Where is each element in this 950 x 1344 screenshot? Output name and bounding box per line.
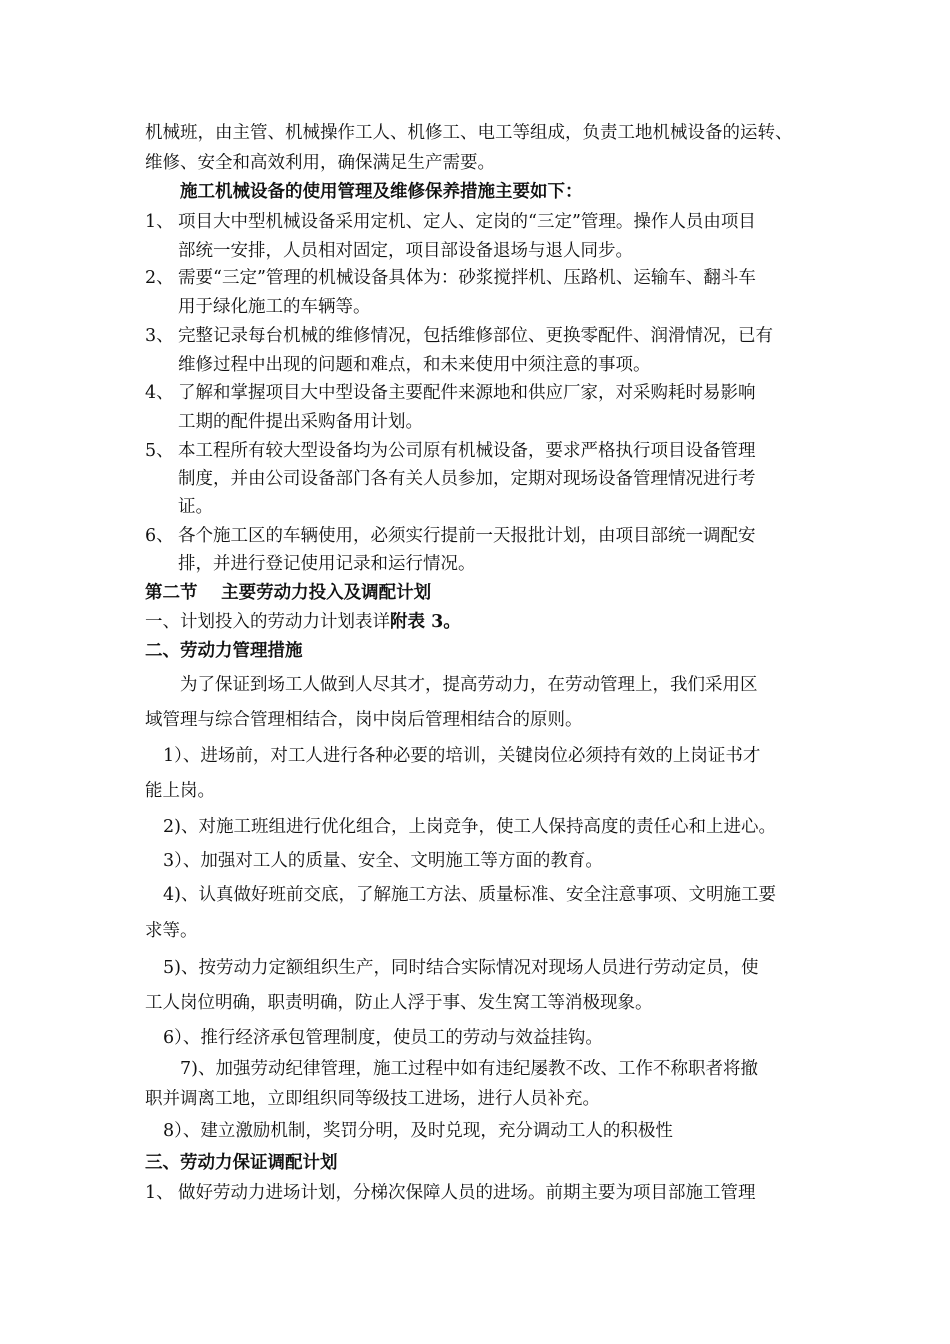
point-4-line-1: 4)、认真做好班前交底，了解施工方法、质量标准、安全注意事项、文明施工要 (163, 885, 776, 905)
point-5-line-1: 5)、按劳动力定额组织生产，同时结合实际情况对现场人员进行劳动定员，使 (163, 958, 759, 978)
item-number: 6、 (145, 526, 174, 546)
item-number: 2、 (145, 268, 174, 288)
point-3: 3）、加强对工人的质量、安全、文明施工等方面的教育。 (163, 851, 603, 871)
item-text: 排，并进行登记使用记录和运行情况。 (178, 554, 476, 574)
point-7-line-1: 7)、加强劳动纪律管理，施工过程中如有违纪屡教不改、工作不称职者将撤 (180, 1059, 758, 1079)
item-number: 4、 (145, 383, 174, 403)
item-text: 做好劳动力进场计划，分梯次保障人员的进场。前期主要为项目部施工管理 (178, 1183, 756, 1203)
mgmt-heading: 二、劳动力管理措施 (145, 641, 303, 661)
point-2: 2)、对施工班组进行优化组合，上岗竞争，使工人保持高度的责任心和上进心。 (163, 817, 776, 837)
item-number: 1、 (145, 1183, 174, 1203)
item-text: 工期的配件提出采购备用计划。 (178, 412, 423, 432)
item-text: 本工程所有较大型设备均为公司原有机械设备，要求严格执行项目设备管理 (178, 441, 756, 461)
item-text: 部统一安排，人员相对固定，项目部设备退场与退人同步。 (178, 241, 633, 261)
attachment-reference: 附表 3。 (390, 612, 461, 632)
point-1-line-1: 1）、进场前，对工人进行各种必要的培训，关键岗位必须持有效的上岗证书才 (163, 746, 761, 766)
item-number: 5、 (145, 441, 174, 461)
point-5-line-2: 工人岗位明确，职责明确，防止人浮于事、发生窝工等消极现象。 (145, 993, 653, 1013)
point-6: 6）、推行经济承包管理制度，使员工的劳动与效益挂钩。 (163, 1028, 603, 1048)
section-title: 第二节 主要劳动力投入及调配计划 (145, 583, 432, 603)
point-8: 8）、建立激励机制，奖罚分明，及时兑现，充分调动工人的积极性 (163, 1121, 673, 1141)
item-text: 了解和掌握项目大中型设备主要配件来源地和供应厂家，对采购耗时易影响 (178, 383, 756, 403)
plan-line-text: 一、计划投入的劳动力计划表详 (145, 612, 390, 632)
item-text: 证。 (178, 497, 213, 517)
guarantee-heading: 三、劳动力保证调配计划 (145, 1153, 338, 1173)
item-text: 完整记录每台机械的维修情况，包括维修部位、更换零配件、润滑情况，已有 (178, 326, 773, 346)
item-number: 1、 (145, 212, 174, 232)
item-number: 3、 (145, 326, 174, 346)
mgmt-para-line-2: 域管理与综合管理相结合，岗中岗后管理相结合的原则。 (145, 710, 583, 730)
item-text: 各个施工区的车辆使用，必须实行提前一天报批计划，由项目部统一调配安 (178, 526, 756, 546)
mgmt-para-line-1: 为了保证到场工人做到人尽其才，提高劳动力，在劳动管理上，我们采用区 (180, 675, 758, 695)
point-4-line-2: 求等。 (145, 921, 198, 941)
item-text: 项目大中型机械设备采用定机、定人、定岗的“三定”管理。操作人员由项目 (178, 212, 756, 232)
item-text: 用于绿化施工的车辆等。 (178, 297, 371, 317)
measures-heading: 施工机械设备的使用管理及维修保养措施主要如下： (180, 182, 583, 202)
intro-line-2: 维修、安全和高效利用，确保满足生产需要。 (145, 153, 495, 173)
item-text: 维修过程中出现的问题和难点，和未来使用中须注意的事项。 (178, 355, 651, 375)
item-text: 需要“三定”管理的机械设备具体为：砂浆搅拌机、压路机、运输车、翻斗车 (178, 268, 756, 288)
intro-line-1: 机械班，由主管、机械操作工人、机修工、电工等组成，负责工地机械设备的运转、 (145, 123, 793, 143)
plan-line (145, 611, 810, 633)
point-1-line-2: 能上岗。 (145, 781, 215, 801)
item-text: 制度，并由公司设备部门各有关人员参加，定期对现场设备管理情况进行考 (178, 469, 756, 489)
point-7-line-2: 职并调离工地，立即组织同等级技工进场，进行人员补充。 (145, 1089, 600, 1109)
